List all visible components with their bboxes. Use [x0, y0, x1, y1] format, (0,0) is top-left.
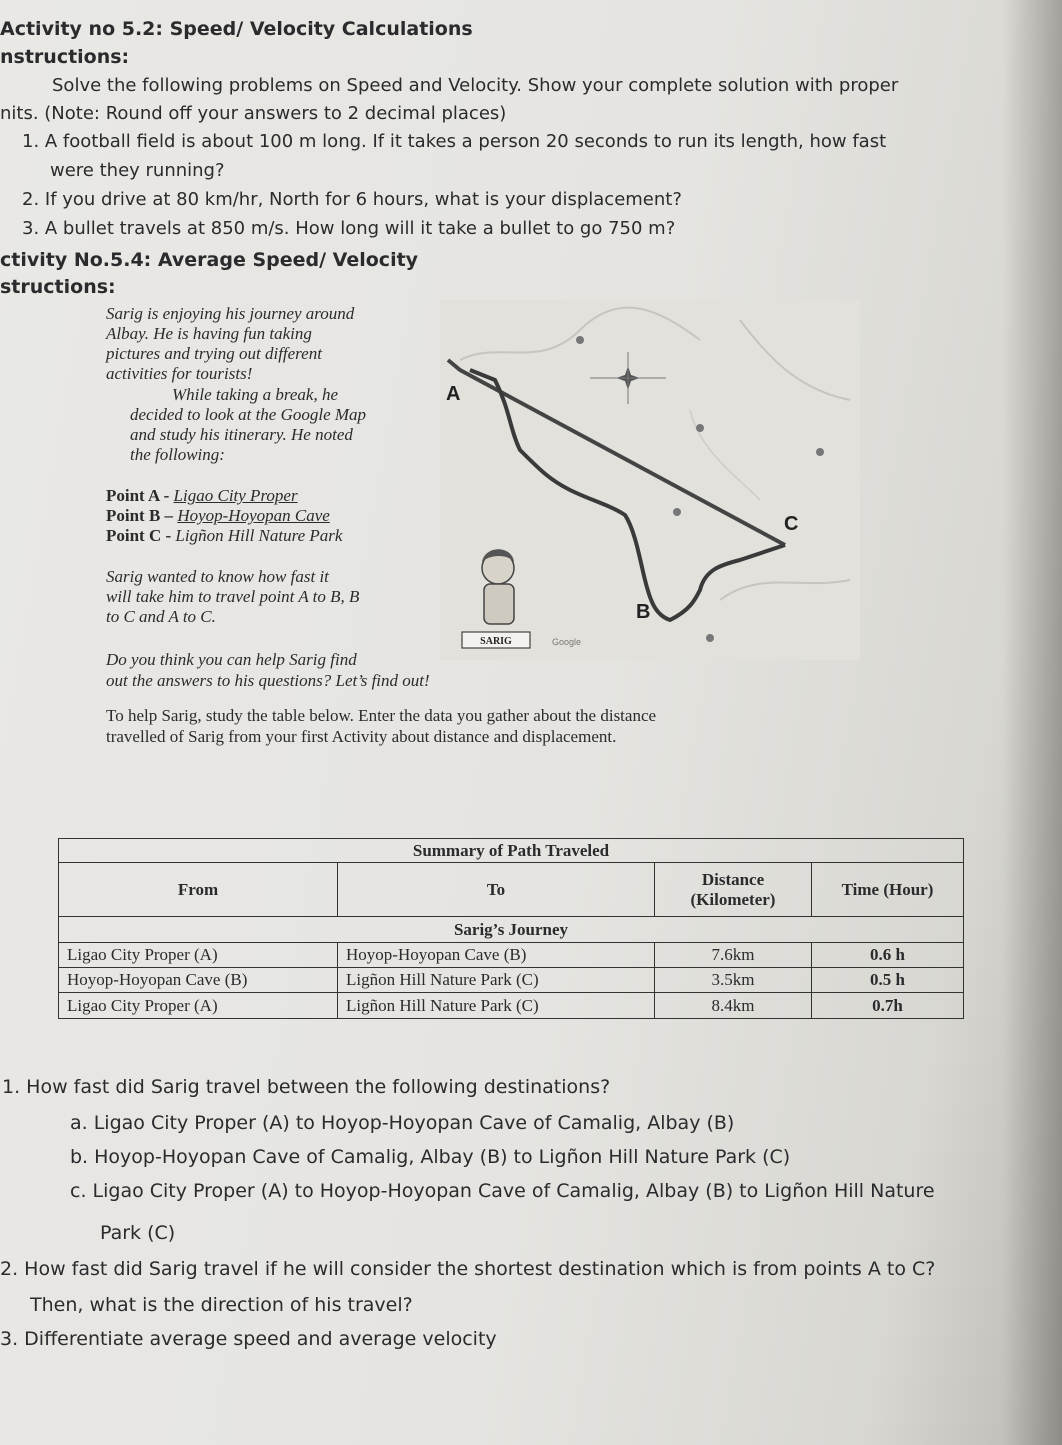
- cell-time: 0.7h: [812, 993, 964, 1019]
- story-line: activities for tourists!: [106, 364, 253, 383]
- point-a-label: Point A -: [106, 486, 174, 505]
- map-label-a: A: [446, 383, 461, 405]
- cell-distance: 3.5km: [655, 968, 812, 993]
- point-b-line: [106, 506, 330, 526]
- table-row: [59, 968, 964, 993]
- question-1c-line-1: c. Ligao City Proper (A) to Hoyop-Hoyopan Cave of Camalig, Albay (B) to Ligñon Hill Nature: [70, 1180, 935, 1202]
- story-line: Sarig wanted to know how fast it: [106, 567, 329, 586]
- cell-from: Ligao City Proper (A): [59, 993, 338, 1019]
- table-section-label: Sarig’s Journey: [59, 917, 964, 943]
- map-label-b: B: [636, 601, 651, 623]
- instructions-line-2: nits. (Note: Round off your answers to 2 decimal places): [0, 103, 507, 124]
- point-a-place: Ligao City Proper: [173, 486, 298, 505]
- point-c-line: [106, 526, 342, 546]
- help-line-1: To help Sarig, study the table below. Enter the data you gather about the distance: [106, 706, 657, 725]
- table-section-row: [59, 917, 964, 943]
- route-map: [440, 300, 860, 660]
- point-b-label: Point B –: [106, 506, 178, 525]
- table-row: [59, 943, 964, 968]
- story-line: Sarig is enjoying his journey around: [106, 304, 355, 323]
- problem-1-line-2: were they running?: [50, 160, 225, 181]
- question-2-line-1: 2. How fast did Sarig travel if he will consider the shortest destination which is from points A to C?: [0, 1258, 936, 1280]
- question-3: 3. Differentiate average speed and average velocity: [0, 1328, 497, 1350]
- cell-distance: 7.6km: [655, 943, 812, 968]
- sarig-badge-text: SARIG: [480, 636, 512, 647]
- page-edge-shadow: [1002, 0, 1062, 1445]
- table-title-row: [59, 839, 964, 863]
- cell-to: Ligñon Hill Nature Park (C): [338, 968, 655, 993]
- question-2-line-2: Then, what is the direction of his travel?: [30, 1294, 413, 1316]
- story-line: will take him to travel point A to B, B: [106, 587, 360, 606]
- point-c-place: Ligñon Hill Nature Park: [175, 526, 343, 545]
- instructions-line-1: Solve the following problems on Speed and Velocity. Show your complete solution with proper: [52, 75, 899, 96]
- question-1b: b. Hoyop-Hoyopan Cave of Camalig, Albay (B) to Ligñon Hill Nature Park (C): [70, 1146, 791, 1168]
- story-line: Albay. He is having fun taking: [106, 324, 312, 343]
- story-line: decided to look at the Google Map: [130, 405, 367, 424]
- table-header-row: [59, 863, 964, 917]
- cell-from: Ligao City Proper (A): [59, 943, 338, 968]
- summary-table: [58, 838, 964, 1019]
- map-label-c: C: [784, 513, 799, 535]
- problem-2: 2. If you drive at 80 km/hr, North for 6 hours, what is your displacement?: [22, 189, 682, 210]
- problem-3: 3. A bullet travels at 850 m/s. How long will it take a bullet to go 750 m?: [22, 218, 676, 239]
- google-watermark: Google: [552, 637, 582, 647]
- question-1: 1. How fast did Sarig travel between the following destinations?: [2, 1076, 611, 1098]
- cell-to: Ligñon Hill Nature Park (C): [338, 993, 655, 1019]
- point-a-line: [106, 486, 298, 506]
- cell-to: Hoyop-Hoyopan Cave (B): [338, 943, 655, 968]
- sarig-character-icon: [482, 549, 514, 624]
- story-line: to C and A to C.: [106, 607, 216, 626]
- question-1c-line-2: Park (C): [100, 1222, 176, 1244]
- story-line: While taking a break, he: [172, 385, 339, 404]
- instructions-label-2: structions:: [0, 276, 116, 298]
- header-to: To: [338, 863, 655, 917]
- activity-5-2-title: Activity no 5.2: Speed/ Velocity Calculations: [0, 18, 473, 40]
- cell-from: Hoyop-Hoyopan Cave (B): [59, 968, 338, 993]
- table-title: Summary of Path Traveled: [59, 839, 964, 863]
- story-line: Do you think you can help Sarig find: [106, 650, 357, 669]
- problem-1-line-1: 1. A football field is about 100 m long. If it takes a person 20 seconds to run its length, how fast: [22, 131, 887, 152]
- table-row: [59, 993, 964, 1019]
- cell-time: 0.6 h: [812, 943, 964, 968]
- point-b-place: Hoyop-Hoyopan Cave: [177, 506, 330, 525]
- story-line: and study his itinerary. He noted: [130, 425, 353, 444]
- point-c-label: Point C -: [106, 526, 176, 545]
- header-distance: Distance (Kilometer): [655, 863, 812, 917]
- cell-time: 0.5 h: [812, 968, 964, 993]
- activity-5-4-title: ctivity No.5.4: Average Speed/ Velocity: [0, 249, 419, 271]
- help-line-2: travelled of Sarig from your first Activity about distance and displacement.: [106, 727, 617, 746]
- story-line: out the answers to his questions? Let’s find out!: [106, 671, 430, 690]
- header-time: Time (Hour): [812, 863, 964, 917]
- question-1a: a. Ligao City Proper (A) to Hoyop-Hoyopan Cave of Camalig, Albay (B): [70, 1112, 735, 1134]
- story-line: the following:: [130, 445, 225, 464]
- cell-distance: 8.4km: [655, 993, 812, 1019]
- instructions-label: nstructions:: [0, 46, 130, 68]
- story-line: pictures and trying out different: [106, 344, 322, 363]
- header-from: From: [59, 863, 338, 917]
